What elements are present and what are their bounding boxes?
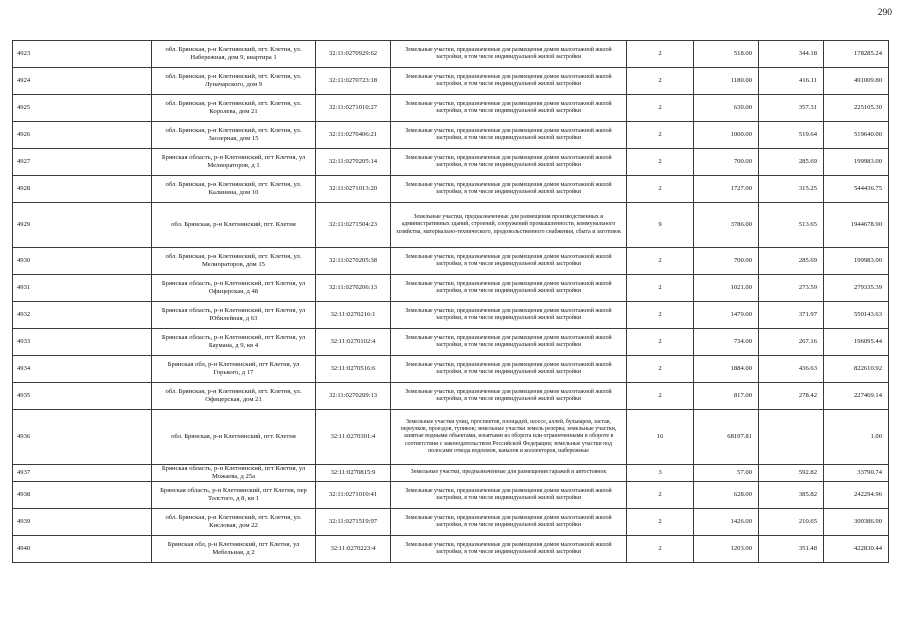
row-address: Брянская обл, р-н Клетнянский, пгт Клетня, ул Мебельная, д 2 bbox=[152, 536, 316, 563]
row-address: обл. Брянская, р-н Клетнянский, пгт. Клетня bbox=[152, 203, 316, 248]
row-rate: 267.16 bbox=[759, 329, 824, 356]
row-area: 1021.00 bbox=[694, 275, 759, 302]
row-rate: 592.82 bbox=[759, 465, 824, 482]
table-row bbox=[13, 68, 889, 95]
row-cadastral-number: 32:11:0270209:13 bbox=[316, 383, 391, 410]
row-use-group: 2 bbox=[627, 329, 694, 356]
row-cadastral-cost: 178285.24 bbox=[824, 41, 889, 68]
row-land-use: Земельные участки, предназначенные для размещения домов малоэтажной жилой застройки, в том числе индивидуальной жилой застройки bbox=[391, 95, 627, 122]
row-use-group: 2 bbox=[627, 41, 694, 68]
row-area: 1426.00 bbox=[694, 509, 759, 536]
row-cadastral-number: 32:11:0270205:14 bbox=[316, 149, 391, 176]
row-use-group: 9 bbox=[627, 203, 694, 248]
row-address: Брянская область, р-н Клетнянский, пгт Клетня, ул Баумана, д 9, кв 4 bbox=[152, 329, 316, 356]
row-use-group: 2 bbox=[627, 149, 694, 176]
row-address: обл. Брянская, р-н Клетнянский, пгт. Клетня, ул. Кисловая, дом 22 bbox=[152, 509, 316, 536]
row-rate: 436.63 bbox=[759, 356, 824, 383]
row-number: 4939 bbox=[13, 509, 152, 536]
row-address: обл. Брянская, р-н Клетнянский, пгт. Клетня, ул. Калинина, дом 10 bbox=[152, 176, 316, 203]
row-land-use: Земельные участки, предназначенные для размещения домов малоэтажной жилой застройки, в том числе индивидуальной жилой застройки bbox=[391, 356, 627, 383]
row-rate: 371.97 bbox=[759, 302, 824, 329]
row-land-use: Земельные участки, предназначенные для размещения домов малоэтажной жилой застройки, в том числе индивидуальной жилой застройки bbox=[391, 383, 627, 410]
table-row bbox=[13, 203, 889, 248]
row-cadastral-number: 32:11:0270102:4 bbox=[316, 329, 391, 356]
row-land-use: Земельные участки, предназначенные для размещения домов малоэтажной жилой застройки, в том числе индивидуальной жилой застройки bbox=[391, 122, 627, 149]
row-number: 4940 bbox=[13, 536, 152, 563]
row-cadastral-number: 32:11:0270815:9 bbox=[316, 465, 391, 482]
row-cadastral-number: 32:11:0270723:18 bbox=[316, 68, 391, 95]
row-area: 68197.81 bbox=[694, 410, 759, 465]
row-cadastral-number: 32:11:0271504:23 bbox=[316, 203, 391, 248]
table-row bbox=[13, 41, 889, 68]
row-rate: 416.11 bbox=[759, 68, 824, 95]
row-cadastral-cost: 1.00 bbox=[824, 410, 889, 465]
row-cadastral-cost: 196095.44 bbox=[824, 329, 889, 356]
row-land-use: Земельные участки, предназначенные для размещения домов малоэтажной жилой застройки, в том числе индивидуальной жилой застройки bbox=[391, 536, 627, 563]
row-use-group: 2 bbox=[627, 275, 694, 302]
row-cadastral-cost: 199983.00 bbox=[824, 149, 889, 176]
row-use-group: 2 bbox=[627, 482, 694, 509]
row-area: 1479.00 bbox=[694, 302, 759, 329]
table-row bbox=[13, 536, 889, 563]
row-cadastral-cost: 225105.30 bbox=[824, 95, 889, 122]
table-row bbox=[13, 149, 889, 176]
row-land-use: Земельные участки, предназначенные для размещения домов малоэтажной жилой застройки, в том числе индивидуальной жилой застройки bbox=[391, 176, 627, 203]
row-land-use: Земельные участки, предназначенные для размещения домов малоэтажной жилой застройки, в том числе индивидуальной жилой застройки bbox=[391, 302, 627, 329]
row-cadastral-number: 32:11:0270216:1 bbox=[316, 302, 391, 329]
table-row bbox=[13, 509, 889, 536]
row-cadastral-cost: 227469.14 bbox=[824, 383, 889, 410]
row-land-use: Земельные участки, предназначенные для размещения домов малоэтажной жилой застройки, в том числе индивидуальной жилой застройки bbox=[391, 248, 627, 275]
row-use-group: 2 bbox=[627, 509, 694, 536]
row-land-use: Земельные участки, предназначенные для размещения домов малоэтажной жилой застройки, в том числе индивидуальной жилой застройки bbox=[391, 509, 627, 536]
row-area: 1884.00 bbox=[694, 356, 759, 383]
row-cadastral-cost: 544436.75 bbox=[824, 176, 889, 203]
row-number: 4928 bbox=[13, 176, 152, 203]
row-cadastral-number: 32:11:0271010:27 bbox=[316, 95, 391, 122]
row-address: обл. Брянская, р-н Клетнянский, пгт. Клетня, ул. Луначарского, дом 9 bbox=[152, 68, 316, 95]
row-address: обл. Брянская, р-н Клетнянский, пгт. Клетня, ул. Королева, дом 21 bbox=[152, 95, 316, 122]
row-cadastral-cost: 300386.90 bbox=[824, 509, 889, 536]
row-use-group: 3 bbox=[627, 465, 694, 482]
row-use-group: 2 bbox=[627, 248, 694, 275]
row-use-group: 16 bbox=[627, 410, 694, 465]
row-rate: 278.42 bbox=[759, 383, 824, 410]
row-cadastral-number: 32:11:0270406:21 bbox=[316, 122, 391, 149]
row-rate: 344.18 bbox=[759, 41, 824, 68]
row-area: 1727.00 bbox=[694, 176, 759, 203]
table-row bbox=[13, 95, 889, 122]
row-area: 3786.00 bbox=[694, 203, 759, 248]
row-land-use: Земельные участки, предназначенные для размещения домов малоэтажной жилой застройки, в том числе индивидуальной жилой застройки bbox=[391, 482, 627, 509]
row-area: 630.00 bbox=[694, 95, 759, 122]
row-address: Брянская обл, р-н Клетнянский, пгт Клетня, ул Горького, д 17 bbox=[152, 356, 316, 383]
row-land-use: Земельные участки, предназначенные для размещения домов малоэтажной жилой застройки, в том числе индивидуальной жилой застройки bbox=[391, 275, 627, 302]
row-address: Брянская область, р-н Клетнянский, пгт Клетня, ул Мелиораторов, д 1 bbox=[152, 149, 316, 176]
row-area: 817.00 bbox=[694, 383, 759, 410]
row-land-use: Земельные участки улиц, проспектов, площадей, шоссе, аллей, бульваров, застав, переулков, проездов, тупиков; земельные участки земель резерва; земельные участки, занятые водными объектами, изъятыми из оборота или ограниченными в обороте в соответствии с законодательством Российской Федерации; земельные участки под полосами отвода водоемов, каналов и коллекторов, набережные bbox=[391, 410, 627, 465]
row-cadastral-number: 32:11:0270516:6 bbox=[316, 356, 391, 383]
row-cadastral-cost: 242294.96 bbox=[824, 482, 889, 509]
registry-table bbox=[12, 40, 889, 563]
row-rate: 210.65 bbox=[759, 509, 824, 536]
row-land-use: Земельные участки, предназначенные для размещения домов малоэтажной жилой застройки, в том числе индивидуальной жилой застройки bbox=[391, 41, 627, 68]
row-cadastral-cost: 519640.00 bbox=[824, 122, 889, 149]
row-number: 4924 bbox=[13, 68, 152, 95]
row-use-group: 2 bbox=[627, 176, 694, 203]
row-cadastral-number: 32:11:0270205:38 bbox=[316, 248, 391, 275]
row-cadastral-cost: 491009.80 bbox=[824, 68, 889, 95]
row-use-group: 2 bbox=[627, 302, 694, 329]
row-number: 4933 bbox=[13, 329, 152, 356]
row-use-group: 2 bbox=[627, 122, 694, 149]
row-address: Брянская область, р-н Клетнянский, пгт Клетня, ул Офицерская, д 48 bbox=[152, 275, 316, 302]
row-area: 628.00 bbox=[694, 482, 759, 509]
row-area: 1180.00 bbox=[694, 68, 759, 95]
row-land-use: Земельные участки, предназначенные для размещения гаражей и автостоянок bbox=[391, 465, 627, 482]
row-cadastral-number: 32:11:0270929:62 bbox=[316, 41, 391, 68]
row-rate: 385.82 bbox=[759, 482, 824, 509]
table-row bbox=[13, 248, 889, 275]
row-rate bbox=[759, 410, 824, 465]
row-area: 1000.00 bbox=[694, 122, 759, 149]
row-use-group: 2 bbox=[627, 68, 694, 95]
row-number: 4934 bbox=[13, 356, 152, 383]
registry-body bbox=[13, 41, 889, 563]
row-cadastral-cost: 822610.92 bbox=[824, 356, 889, 383]
row-area: 518.00 bbox=[694, 41, 759, 68]
table-row bbox=[13, 122, 889, 149]
row-rate: 357.31 bbox=[759, 95, 824, 122]
row-number: 4926 bbox=[13, 122, 152, 149]
row-area: 734.00 bbox=[694, 329, 759, 356]
table-row bbox=[13, 329, 889, 356]
row-area: 1203.00 bbox=[694, 536, 759, 563]
row-use-group: 2 bbox=[627, 356, 694, 383]
row-number: 4931 bbox=[13, 275, 152, 302]
row-number: 4923 bbox=[13, 41, 152, 68]
row-address: обл. Брянская, р-н Клетнянский, пгт. Клетня, ул. Мелиораторов, дом 15 bbox=[152, 248, 316, 275]
row-cadastral-cost: 422830.44 bbox=[824, 536, 889, 563]
row-rate: 519.64 bbox=[759, 122, 824, 149]
row-address: Брянская область, р-н Клетнянский, пгт Клетня, ул Юбилейная, д 63 bbox=[152, 302, 316, 329]
row-address: обл. Брянская, р-н Клетнянский, пгт. Клетня, ул. Офицерская, дом 21 bbox=[152, 383, 316, 410]
row-number: 4938 bbox=[13, 482, 152, 509]
row-use-group: 2 bbox=[627, 383, 694, 410]
row-land-use: Земельные участки, предназначенные для размещения домов малоэтажной жилой застройки, в том числе индивидуальной жилой застройки bbox=[391, 149, 627, 176]
row-land-use: Земельные участки, предназначенные для размещения домов малоэтажной жилой застройки, в том числе индивидуальной жилой застройки bbox=[391, 329, 627, 356]
table-row bbox=[13, 410, 889, 465]
row-area: 700.00 bbox=[694, 248, 759, 275]
table-row bbox=[13, 383, 889, 410]
row-cadastral-number: 32:11:0270223:4 bbox=[316, 536, 391, 563]
row-use-group: 2 bbox=[627, 95, 694, 122]
row-rate: 315.25 bbox=[759, 176, 824, 203]
row-number: 4925 bbox=[13, 95, 152, 122]
row-land-use: Земельные участки, предназначенные для размещения производственных и административных зданий, строений, сооружений промышленности, коммунального хозяйства, материально-технического, продовольственного снабжения, сбыта и заготовок bbox=[391, 203, 627, 248]
row-cadastral-cost: 550143.63 bbox=[824, 302, 889, 329]
row-rate: 513.65 bbox=[759, 203, 824, 248]
row-rate: 285.69 bbox=[759, 149, 824, 176]
table-row bbox=[13, 275, 889, 302]
row-address: обл. Брянская, р-н Клетнянский, пгт. Клетня bbox=[152, 410, 316, 465]
row-number: 4932 bbox=[13, 302, 152, 329]
row-address: Брянская область, р-н Клетнянский, пгт Клетня, пер Толстого, д 8, кв 1 bbox=[152, 482, 316, 509]
row-number: 4930 bbox=[13, 248, 152, 275]
page-number: 290 bbox=[877, 8, 892, 18]
row-rate: 351.48 bbox=[759, 536, 824, 563]
row-number: 4935 bbox=[13, 383, 152, 410]
row-cadastral-number: 32:11:0270206:13 bbox=[316, 275, 391, 302]
row-cadastral-cost: 33790.74 bbox=[824, 465, 889, 482]
row-address: обл. Брянская, р-н Клетнянский, пгт. Клетня, ул. Набережная, дом 9, квартира 1 bbox=[152, 41, 316, 68]
row-area: 57.00 bbox=[694, 465, 759, 482]
row-cadastral-cost: 279335.39 bbox=[824, 275, 889, 302]
row-number: 4927 bbox=[13, 149, 152, 176]
row-land-use: Земельные участки, предназначенные для размещения домов малоэтажной жилой застройки, в том числе индивидуальной жилой застройки bbox=[391, 68, 627, 95]
row-address: обл. Брянская, р-н Клетнянский, пгт. Клетня, ул. Заозерная, дом 15 bbox=[152, 122, 316, 149]
table-row bbox=[13, 465, 889, 482]
table-row bbox=[13, 482, 889, 509]
row-rate: 285.69 bbox=[759, 248, 824, 275]
row-cadastral-number: 32:11:0271010:41 bbox=[316, 482, 391, 509]
row-rate: 273.59 bbox=[759, 275, 824, 302]
row-area: 700.00 bbox=[694, 149, 759, 176]
table-row bbox=[13, 176, 889, 203]
table-row bbox=[13, 302, 889, 329]
row-number: 4936 bbox=[13, 410, 152, 465]
row-number: 4929 bbox=[13, 203, 152, 248]
row-address: Брянская область, р-н Клетнянский, пгт Клетня, ул Можаева, д 25а bbox=[152, 465, 316, 482]
row-cadastral-cost: 199983.00 bbox=[824, 248, 889, 275]
row-use-group: 2 bbox=[627, 536, 694, 563]
row-cadastral-number: 32:11:0270301:4 bbox=[316, 410, 391, 465]
row-number: 4937 bbox=[13, 465, 152, 482]
table-row bbox=[13, 356, 889, 383]
row-cadastral-cost: 1944678.90 bbox=[824, 203, 889, 248]
row-cadastral-number: 32:11:0271519:97 bbox=[316, 509, 391, 536]
row-cadastral-number: 32:11:0271013:20 bbox=[316, 176, 391, 203]
